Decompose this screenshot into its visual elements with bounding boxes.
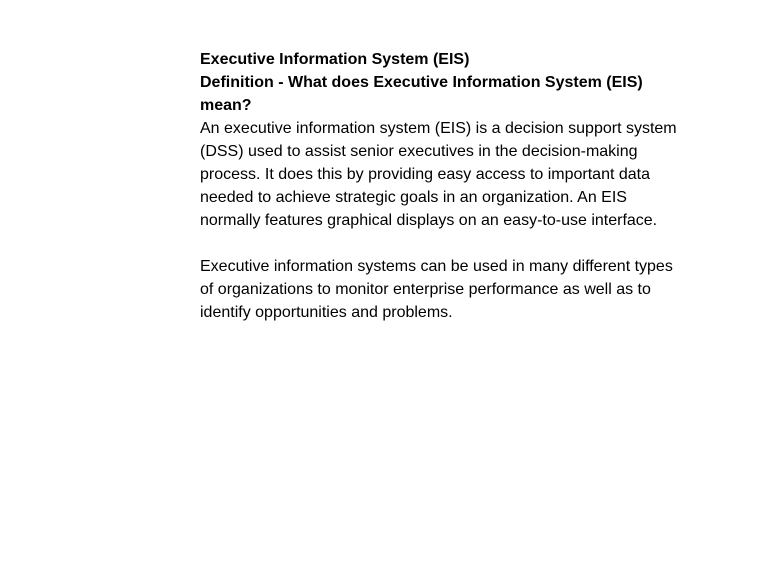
paragraph-definition: An executive information system (EIS) is a decision support system (DSS) used to assist senior executives in the decision-making process. It does this by providing easy access to important data needed to achieve strategic goals in an organization. An EIS normally features graphical displays on an easy-to-use interface. [200,120,677,229]
paragraph-uses: Executive information systems can be used in many different types of organizations to monitor enterprise performance as well as to identify opportunities and problems. [200,258,673,321]
definition-heading: Definition - What does Executive Information System (EIS) mean? [200,74,643,114]
text-block [200,48,678,324]
document-title: Executive Information System (EIS) [200,51,470,68]
